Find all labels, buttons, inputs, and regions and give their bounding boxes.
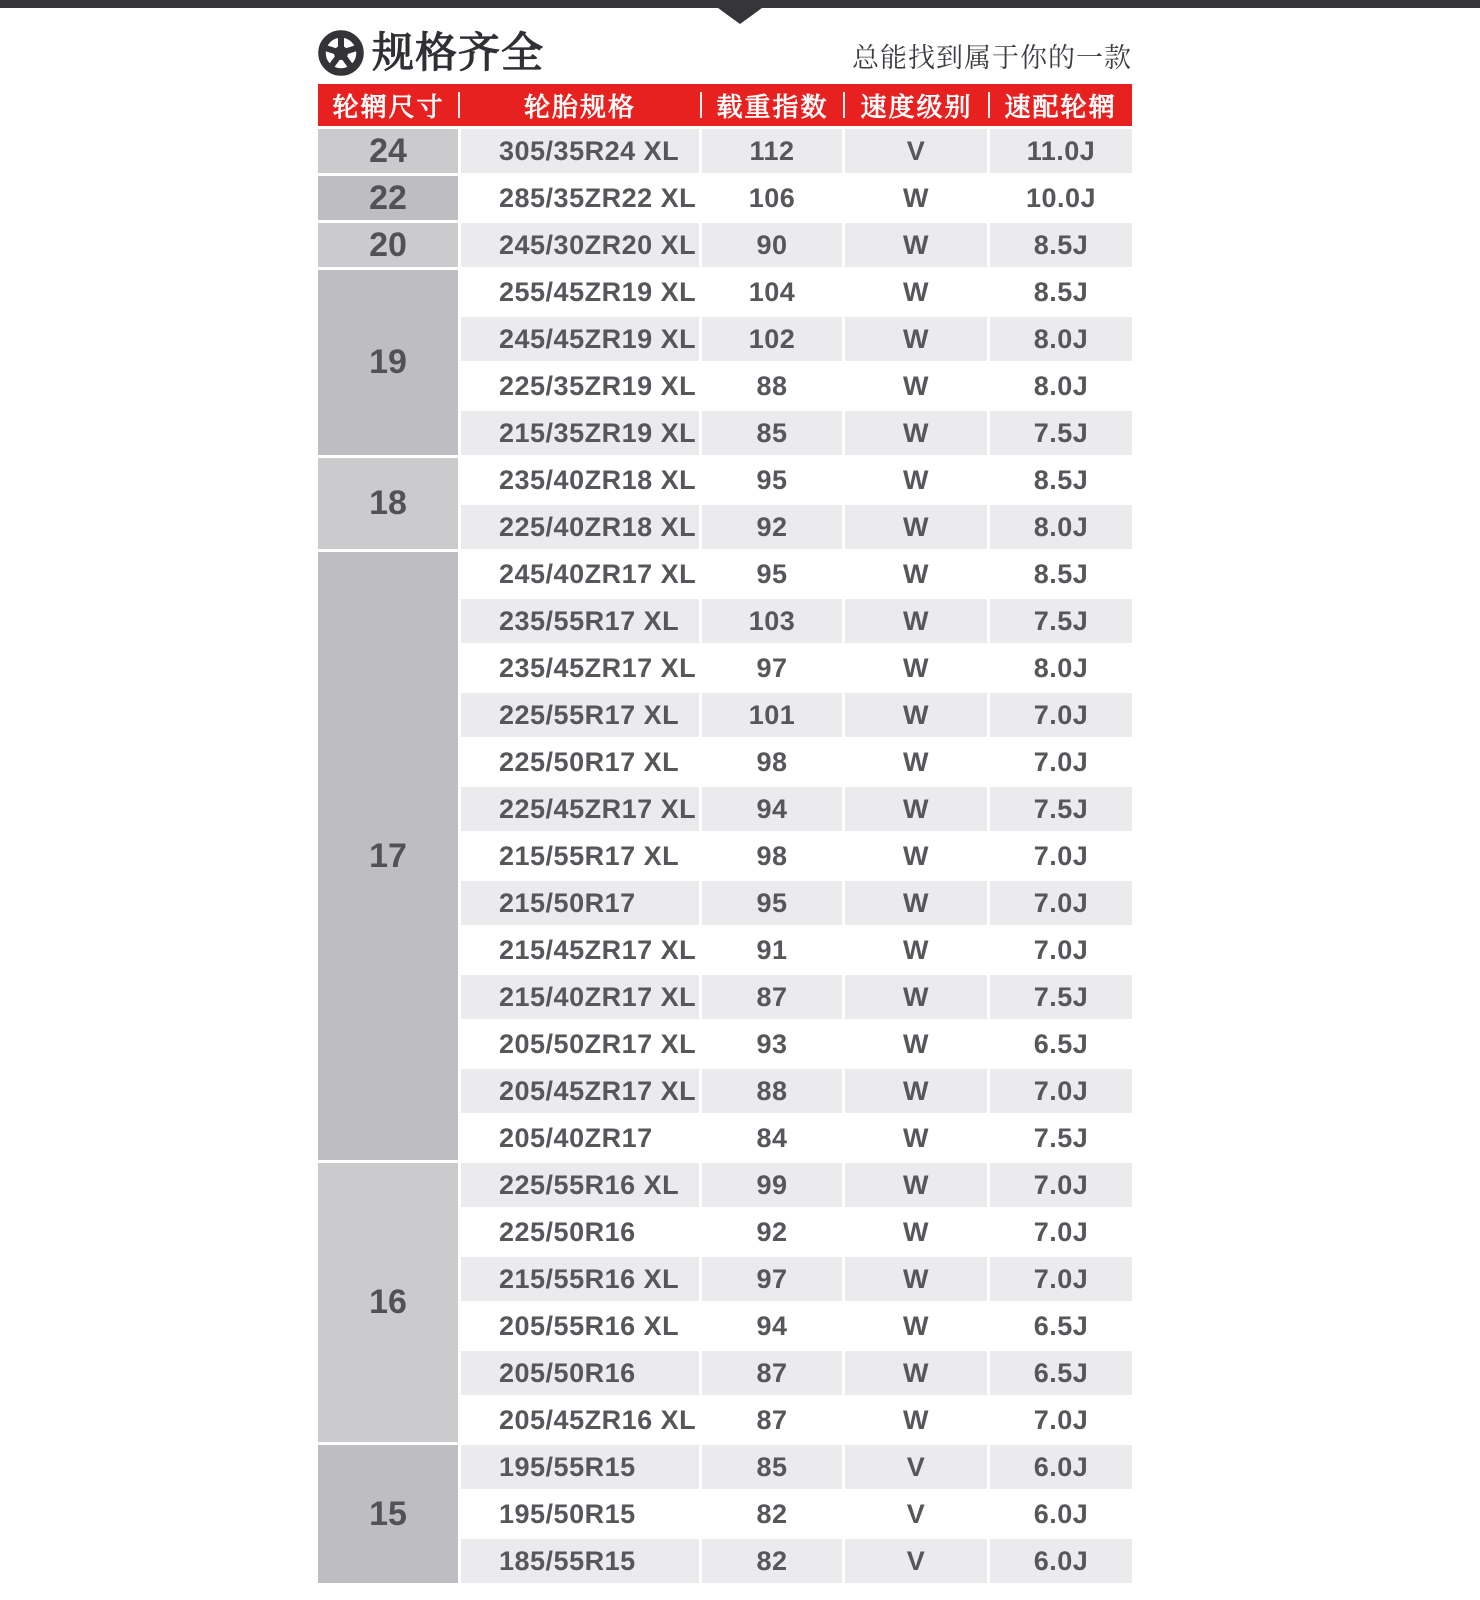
matching-rim-cell: 6.5J <box>990 1022 1132 1066</box>
column-header: 载重指数 <box>701 84 844 126</box>
tire-spec-cell: 215/55R16 XL <box>461 1257 699 1301</box>
matching-rim-cell: 7.5J <box>990 1116 1132 1160</box>
matching-rim-cell: 8.5J <box>990 458 1132 502</box>
load-index-cell: 95 <box>702 881 842 925</box>
tire-spec-cell: 205/55R16 XL <box>461 1304 699 1348</box>
speed-rating-cell: W <box>845 176 987 220</box>
load-index-cell: 82 <box>702 1539 842 1583</box>
rim-group <box>318 176 1132 220</box>
rim-group <box>318 552 1132 1160</box>
tire-spec-cell: 215/40ZR17 XL <box>461 975 699 1019</box>
table-row <box>461 223 1132 267</box>
table-row <box>461 1257 1132 1301</box>
tire-spec-cell: 215/50R17 <box>461 881 699 925</box>
rim-group <box>318 270 1132 455</box>
tire-spec-cell: 225/45ZR17 XL <box>461 787 699 831</box>
tire-spec-cell: 205/50ZR17 XL <box>461 1022 699 1066</box>
load-index-cell: 101 <box>702 693 842 737</box>
table-row <box>461 1351 1132 1395</box>
matching-rim-cell: 6.0J <box>990 1539 1132 1583</box>
speed-rating-cell: V <box>845 1492 987 1536</box>
tire-spec-cell: 285/35ZR22 XL <box>461 176 699 220</box>
matching-rim-cell: 6.5J <box>990 1351 1132 1395</box>
table-row <box>461 1116 1132 1160</box>
tire-spec-cell: 245/45ZR19 XL <box>461 317 699 361</box>
matching-rim-cell: 8.0J <box>990 505 1132 549</box>
rim-group <box>318 1445 1132 1583</box>
rim-size-cell: 15 <box>318 1445 458 1583</box>
rim-group-rows <box>461 129 1132 173</box>
tire-spec-cell: 225/35ZR19 XL <box>461 364 699 408</box>
table-row <box>461 1304 1132 1348</box>
rim-size-cell: 19 <box>318 270 458 455</box>
load-index-cell: 92 <box>702 505 842 549</box>
matching-rim-cell: 6.0J <box>990 1492 1132 1536</box>
table-row <box>461 552 1132 596</box>
load-index-cell: 93 <box>702 1022 842 1066</box>
table-row <box>461 364 1132 408</box>
column-header: 速配轮辋 <box>1004 91 1117 122</box>
speed-rating-cell: W <box>845 1210 987 1254</box>
load-index-cell: 104 <box>702 270 842 314</box>
load-index-cell: 88 <box>702 1069 842 1113</box>
tire-spec-cell: 205/50R16 <box>461 1351 699 1395</box>
table-row <box>461 458 1132 502</box>
spec-table <box>318 84 1132 1583</box>
tire-spec-cell: 225/50R16 <box>461 1210 699 1254</box>
table-body <box>318 129 1132 1583</box>
speed-rating-cell: W <box>845 881 987 925</box>
matching-rim-cell: 7.0J <box>990 1210 1132 1254</box>
load-index-cell: 112 <box>702 129 842 173</box>
tire-spec-cell: 195/50R15 <box>461 1492 699 1536</box>
tire-spec-cell: 235/55R17 XL <box>461 599 699 643</box>
speed-rating-cell: W <box>845 646 987 690</box>
tire-spec-cell: 205/45ZR16 XL <box>461 1398 699 1442</box>
load-index-cell: 84 <box>702 1116 842 1160</box>
tire-spec-cell: 215/35ZR19 XL <box>461 411 699 455</box>
speed-rating-cell: W <box>845 1022 987 1066</box>
matching-rim-cell: 7.0J <box>990 928 1132 972</box>
column-header: 轮辋尺寸 <box>318 84 459 126</box>
load-index-cell: 98 <box>702 834 842 878</box>
section-title: 规格齐全 <box>372 29 545 76</box>
matching-rim-cell: 7.5J <box>990 599 1132 643</box>
rim-group <box>318 1163 1132 1442</box>
table-row <box>461 411 1132 455</box>
load-index-cell: 87 <box>702 1351 842 1395</box>
speed-rating-cell: W <box>845 740 987 784</box>
matching-rim-cell: 7.5J <box>990 975 1132 1019</box>
rim-group-rows <box>461 458 1132 549</box>
tire-spec-cell: 225/55R17 XL <box>461 693 699 737</box>
tire-spec-cell: 205/45ZR17 XL <box>461 1069 699 1113</box>
rim-group <box>318 129 1132 173</box>
table-row <box>461 1210 1132 1254</box>
tire-spec-cell: 215/45ZR17 XL <box>461 928 699 972</box>
speed-rating-cell: V <box>845 1445 987 1489</box>
down-arrow-notch <box>718 8 762 24</box>
load-index-cell: 94 <box>702 1304 842 1348</box>
load-index-cell: 97 <box>702 646 842 690</box>
rim-group-rows <box>461 270 1132 455</box>
table-row <box>461 928 1132 972</box>
tire-spec-cell: 225/55R16 XL <box>461 1163 699 1207</box>
column-header: 轮胎规格 <box>459 84 701 126</box>
matching-rim-cell: 7.0J <box>990 1257 1132 1301</box>
tire-spec-cell: 195/55R15 <box>461 1445 699 1489</box>
load-index-cell: 87 <box>702 975 842 1019</box>
speed-rating-cell: W <box>845 317 987 361</box>
column-header: 速度级别 <box>844 84 989 126</box>
speed-rating-cell: V <box>845 129 987 173</box>
load-index-cell: 106 <box>702 176 842 220</box>
table-row <box>461 129 1132 173</box>
top-divider-bar <box>0 0 1480 8</box>
tire-spec-cell: 305/35R24 XL <box>461 129 699 173</box>
speed-rating-cell: W <box>845 270 987 314</box>
tire-spec-cell: 235/40ZR18 XL <box>461 458 699 502</box>
table-row <box>461 1069 1132 1113</box>
load-index-cell: 87 <box>702 1398 842 1442</box>
matching-rim-cell: 8.5J <box>990 223 1132 267</box>
speed-rating-cell: W <box>845 928 987 972</box>
spec-section <box>318 28 1132 1583</box>
table-row <box>461 270 1132 314</box>
section-header <box>318 28 1132 76</box>
rim-size-cell: 20 <box>318 223 458 267</box>
rim-group-rows <box>461 1445 1132 1583</box>
matching-rim-cell: 7.5J <box>990 411 1132 455</box>
speed-rating-cell: W <box>845 693 987 737</box>
speed-rating-cell: W <box>845 505 987 549</box>
rim-group <box>318 223 1132 267</box>
matching-rim-cell: 7.0J <box>990 834 1132 878</box>
load-index-cell: 85 <box>702 411 842 455</box>
load-index-cell: 92 <box>702 1210 842 1254</box>
table-row <box>461 693 1132 737</box>
rim-group-rows <box>461 552 1132 1160</box>
load-index-cell: 94 <box>702 787 842 831</box>
tire-spec-cell: 215/55R17 XL <box>461 834 699 878</box>
title-wrap <box>318 30 544 76</box>
speed-rating-cell: W <box>845 834 987 878</box>
tire-spec-cell: 225/40ZR18 XL <box>461 505 699 549</box>
matching-rim-cell: 6.0J <box>990 1445 1132 1489</box>
section-subtitle: 总能找到属于你的一款 <box>852 43 1132 73</box>
speed-rating-cell: W <box>845 1304 987 1348</box>
speed-rating-cell: W <box>845 1257 987 1301</box>
speed-rating-cell: W <box>845 411 987 455</box>
table-header-row <box>318 84 1132 126</box>
speed-rating-cell: W <box>845 1398 987 1442</box>
load-index-cell: 95 <box>702 458 842 502</box>
tire-spec-cell: 255/45ZR19 XL <box>461 270 699 314</box>
matching-rim-cell: 11.0J <box>990 129 1132 173</box>
load-index-cell: 103 <box>702 599 842 643</box>
matching-rim-cell: 6.5J <box>990 1304 1132 1348</box>
table-row <box>461 1022 1132 1066</box>
rim-size-cell: 18 <box>318 458 458 549</box>
table-row <box>461 505 1132 549</box>
matching-rim-cell: 8.5J <box>990 270 1132 314</box>
rim-group <box>318 458 1132 549</box>
table-row <box>461 834 1132 878</box>
load-index-cell: 85 <box>702 1445 842 1489</box>
load-index-cell: 98 <box>702 740 842 784</box>
table-row <box>461 975 1132 1019</box>
table-row <box>461 646 1132 690</box>
rim-size-cell: 16 <box>318 1163 458 1442</box>
load-index-cell: 91 <box>702 928 842 972</box>
table-row <box>461 881 1132 925</box>
rim-size-cell: 17 <box>318 552 458 1160</box>
speed-rating-cell: W <box>845 787 987 831</box>
rim-group-rows <box>461 1163 1132 1442</box>
load-index-cell: 82 <box>702 1492 842 1536</box>
table-row <box>461 599 1132 643</box>
matching-rim-cell: 7.0J <box>990 693 1132 737</box>
matching-rim-cell: 7.0J <box>990 1069 1132 1113</box>
table-row <box>461 1398 1132 1442</box>
table-row <box>461 787 1132 831</box>
matching-rim-cell: 7.0J <box>990 1398 1132 1442</box>
load-index-cell: 97 <box>702 1257 842 1301</box>
speed-rating-cell: W <box>845 458 987 502</box>
table-row <box>461 1539 1132 1583</box>
table-row <box>461 317 1132 361</box>
speed-rating-cell: W <box>845 599 987 643</box>
speed-rating-cell: W <box>845 1163 987 1207</box>
speed-rating-cell: W <box>845 975 987 1019</box>
table-row <box>461 740 1132 784</box>
load-index-cell: 99 <box>702 1163 842 1207</box>
matching-rim-cell: 7.0J <box>990 1163 1132 1207</box>
tire-spec-cell: 225/50R17 XL <box>461 740 699 784</box>
table-row <box>461 176 1132 220</box>
speed-rating-cell: W <box>845 1069 987 1113</box>
matching-rim-cell: 8.5J <box>990 552 1132 596</box>
table-row <box>461 1163 1132 1207</box>
table-row <box>461 1492 1132 1536</box>
speed-rating-cell: W <box>845 364 987 408</box>
matching-rim-cell: 7.0J <box>990 740 1132 784</box>
matching-rim-cell: 8.0J <box>990 317 1132 361</box>
rim-group-rows <box>461 223 1132 267</box>
speed-rating-cell: W <box>845 1351 987 1395</box>
matching-rim-cell: 7.5J <box>990 787 1132 831</box>
rim-group-rows <box>461 176 1132 220</box>
speed-rating-cell: W <box>845 552 987 596</box>
speed-rating-cell: W <box>845 223 987 267</box>
load-index-cell: 88 <box>702 364 842 408</box>
load-index-cell: 95 <box>702 552 842 596</box>
matching-rim-cell: 8.0J <box>990 364 1132 408</box>
tire-spec-cell: 205/40ZR17 <box>461 1116 699 1160</box>
tire-spec-cell: 185/55R15 <box>461 1539 699 1583</box>
tire-spec-cell: 235/45ZR17 XL <box>461 646 699 690</box>
tire-spec-cell: 245/30ZR20 XL <box>461 223 699 267</box>
matching-rim-cell: 8.0J <box>990 646 1132 690</box>
load-index-cell: 90 <box>702 223 842 267</box>
speed-rating-cell: W <box>845 1116 987 1160</box>
rim-size-cell: 24 <box>318 129 458 173</box>
tire-spec-cell: 245/40ZR17 XL <box>461 552 699 596</box>
rim-size-cell: 22 <box>318 176 458 220</box>
speed-rating-cell: V <box>845 1539 987 1583</box>
table-row <box>461 1445 1132 1489</box>
wheel-icon <box>318 30 364 76</box>
load-index-cell: 102 <box>702 317 842 361</box>
matching-rim-cell: 10.0J <box>990 176 1132 220</box>
matching-rim-cell: 7.0J <box>990 881 1132 925</box>
